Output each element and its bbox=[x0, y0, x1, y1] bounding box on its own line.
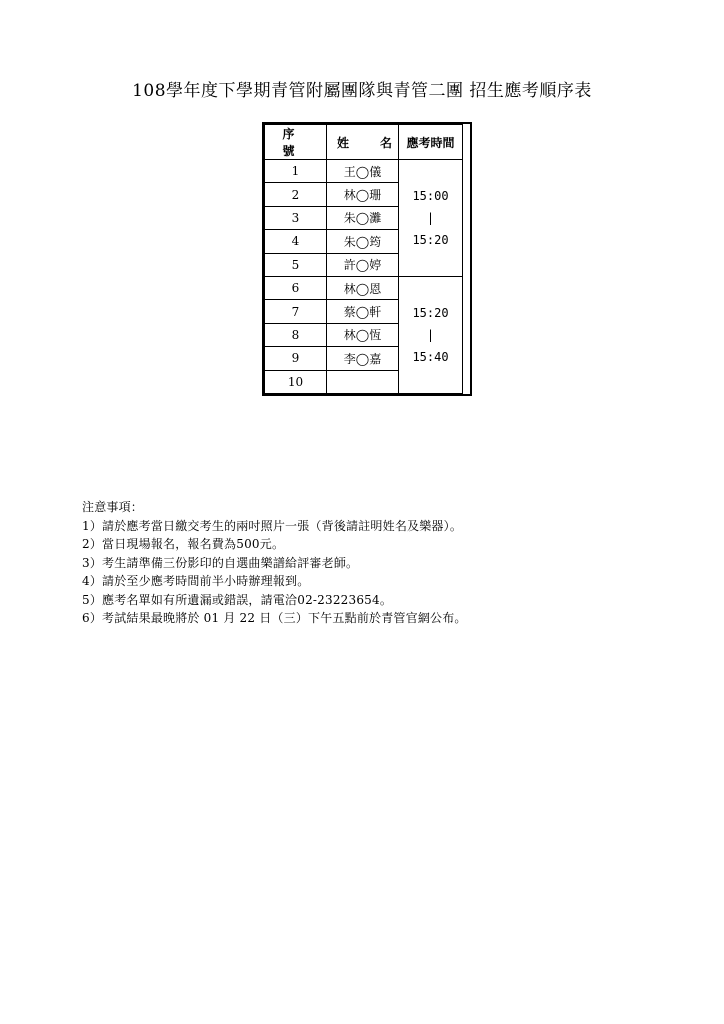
row-name: 林◯恩 bbox=[327, 276, 399, 299]
document-title: 108學年度下學期青管附屬團隊與青管二團 招生應考順序表 bbox=[132, 81, 592, 101]
row-number: 5 bbox=[265, 253, 327, 276]
header-time: 應考時間 bbox=[399, 125, 463, 160]
row-number: 6 bbox=[265, 276, 327, 299]
note-item: 5）應考名單如有所遺漏或錯誤，請電洽02-23223654。 bbox=[82, 592, 393, 607]
time-block-2-start: 15:20 bbox=[412, 305, 449, 320]
time-block-2-end: 15:40 bbox=[412, 349, 449, 364]
row-name: 朱◯筠 bbox=[327, 230, 399, 253]
time-block-1-sep: | bbox=[426, 210, 435, 225]
row-name: 許◯婷 bbox=[327, 253, 399, 276]
header-number: 序 號 bbox=[265, 125, 327, 160]
notes-section bbox=[82, 498, 467, 628]
row-number: 8 bbox=[265, 323, 327, 346]
header-name bbox=[327, 125, 399, 160]
note-item: 3）考生請準備三份影印的自選曲樂譜給評審老師。 bbox=[82, 555, 359, 570]
note-item: 2）當日現場報名，報名費為500元。 bbox=[82, 537, 285, 551]
row-number: 1 bbox=[265, 160, 327, 183]
time-block-1 bbox=[399, 160, 463, 277]
row-name: 李◯嘉 bbox=[327, 347, 399, 370]
row-name: 朱◯灘 bbox=[327, 206, 399, 229]
time-block-1-start: 15:00 bbox=[412, 188, 449, 203]
notes-heading: 注意事項： bbox=[82, 500, 144, 514]
schedule-table bbox=[264, 124, 463, 394]
table-row bbox=[265, 276, 463, 299]
table-header-row bbox=[265, 125, 463, 160]
header-name-right: 名 bbox=[379, 135, 392, 150]
row-number: 2 bbox=[265, 183, 327, 206]
time-block-1-end: 15:20 bbox=[412, 232, 449, 247]
time-block-2 bbox=[399, 276, 463, 393]
time-block-2-sep: | bbox=[426, 327, 435, 342]
row-number: 4 bbox=[265, 230, 327, 253]
row-name bbox=[327, 370, 399, 393]
row-number: 9 bbox=[265, 347, 327, 370]
row-number: 3 bbox=[265, 206, 327, 229]
row-number: 10 bbox=[265, 370, 327, 393]
row-name: 林◯珊 bbox=[327, 183, 399, 206]
row-name: 蔡◯軒 bbox=[327, 300, 399, 323]
row-name: 王◯儀 bbox=[327, 160, 399, 183]
note-item: 4）請於至少應考時間前半小時辦理報到。 bbox=[82, 574, 310, 588]
row-number: 7 bbox=[265, 300, 327, 323]
note-item: 1）請於應考當日繳交考生的兩吋照片一張（背後請註明姓名及樂器）。 bbox=[82, 518, 463, 533]
table-row bbox=[265, 160, 463, 183]
note-item: 6）考試結果最晚將於 01 月 22 日（三）下午五點前於青管官網公布。 bbox=[82, 611, 467, 625]
row-name: 林◯恆 bbox=[327, 323, 399, 346]
header-name-left: 姓 bbox=[337, 135, 350, 150]
